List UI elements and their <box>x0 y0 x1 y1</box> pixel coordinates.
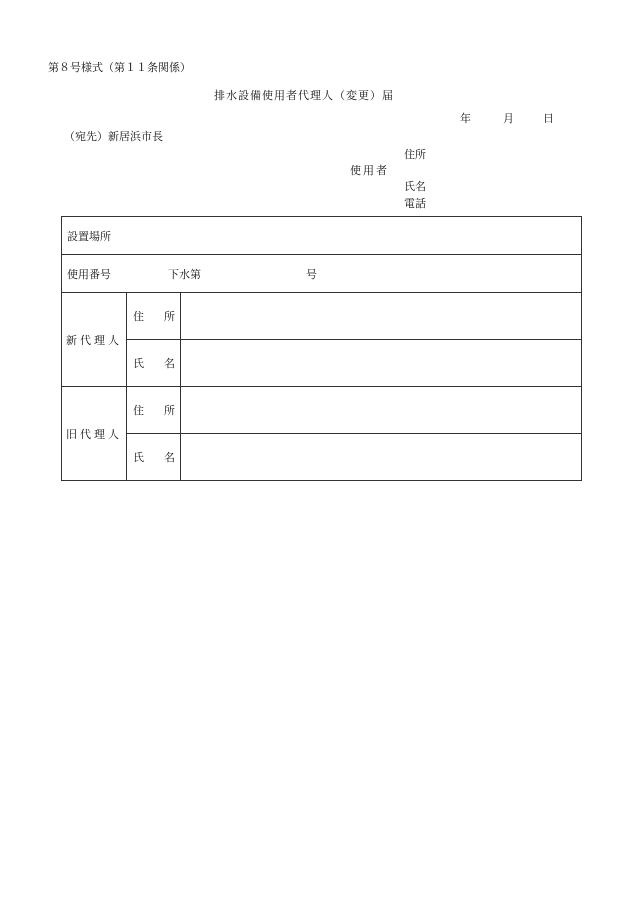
new-agent-name-label-a: 氏 <box>133 357 144 370</box>
applicant-phone-label: 電話 <box>404 197 426 210</box>
applicant-address-label: 住所 <box>404 148 426 161</box>
usage-number-cell[interactable] <box>62 255 582 293</box>
usage-number-row <box>62 255 582 293</box>
new-agent-name-label <box>127 340 181 387</box>
old-agent-name-label-b: 名 <box>164 451 175 464</box>
form-title: 排水設備使用者代理人（変更）届 <box>214 89 394 102</box>
new-agent-address-label <box>127 293 181 340</box>
form-number: 第８号様式（第１１条関係） <box>48 61 191 74</box>
date-day-label: 日 <box>543 112 554 125</box>
old-agent-address-label-a: 住 <box>133 404 144 417</box>
installation-location-cell[interactable] <box>62 217 582 255</box>
old-agent-name-label-a: 氏 <box>133 451 144 464</box>
applicant-role-label: 使用者 <box>350 164 389 177</box>
installation-location-label: 設置場所 <box>67 229 111 243</box>
new-agent-address-row <box>62 293 582 340</box>
old-agent-name-row <box>62 434 582 481</box>
sewer-prefix-label: 下水第 <box>168 267 201 281</box>
new-agent-address-label-a: 住 <box>133 310 144 323</box>
new-agent-address-field[interactable] <box>181 293 582 340</box>
agent-change-form-table <box>61 216 582 481</box>
number-suffix-label: 号 <box>306 267 317 281</box>
old-agent-address-field[interactable] <box>181 387 582 434</box>
old-agent-label: 旧代理人 <box>62 387 127 481</box>
new-agent-name-label-b: 名 <box>164 357 175 370</box>
new-agent-name-row <box>62 340 582 387</box>
usage-number-label: 使用番号 <box>67 267 111 281</box>
date-month-label: 月 <box>503 112 514 125</box>
old-agent-name-field[interactable] <box>181 434 582 481</box>
old-agent-address-row <box>62 387 582 434</box>
date-year-label: 年 <box>460 112 471 125</box>
new-agent-name-field[interactable] <box>181 340 582 387</box>
old-agent-name-label <box>127 434 181 481</box>
new-agent-label: 新代理人 <box>62 293 127 387</box>
old-agent-address-label <box>127 387 181 434</box>
applicant-name-label: 氏名 <box>404 180 426 193</box>
new-agent-address-label-b: 所 <box>164 310 175 323</box>
installation-location-row <box>62 217 582 255</box>
old-agent-address-label-b: 所 <box>164 404 175 417</box>
addressee: （宛先）新居浜市長 <box>64 130 163 143</box>
